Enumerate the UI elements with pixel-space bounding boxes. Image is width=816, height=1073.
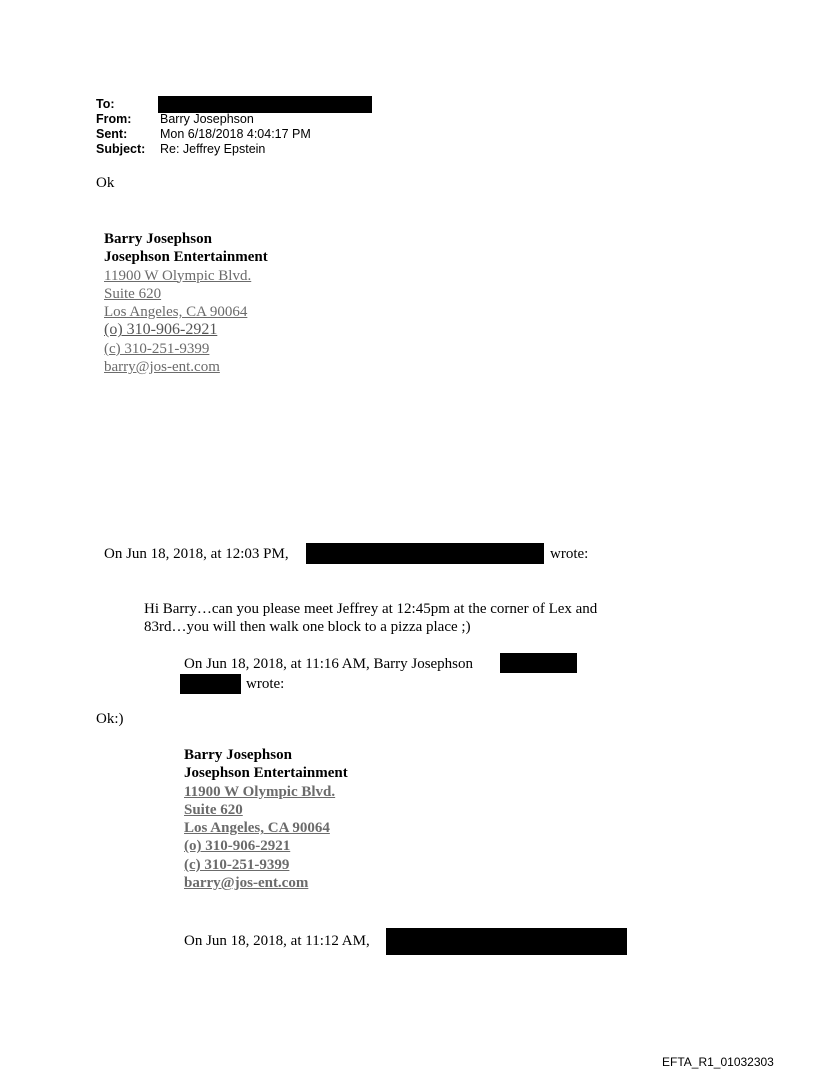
quote1-message-line1: Hi Barry…can you please meet Jeffrey at 12:45pm at the corner of Lex and — [144, 601, 598, 617]
signature-address-link[interactable]: 11900 W Olympic Blvd. — [104, 267, 252, 284]
sent-value: Mon 6/18/2018 4:04:17 PM — [160, 127, 311, 141]
signature-address-link[interactable]: 11900 W Olympic Blvd. — [184, 783, 336, 800]
signature-company: Josephson Entertainment — [104, 249, 268, 266]
redaction-quote2-email-part2 — [180, 674, 241, 694]
document-id: EFTA_R1_01032303 — [662, 1055, 774, 1069]
quote2-intro-after: wrote: — [246, 676, 285, 692]
signature-cell-phone-link[interactable]: (c) 310-251-9399 — [184, 856, 290, 873]
redaction-quote3-sender — [386, 928, 627, 955]
redaction-quote1-sender — [306, 543, 544, 564]
signature-suite-link[interactable]: Suite 620 — [104, 285, 162, 302]
signature-cell-phone-link[interactable]: (c) 310-251-9399 — [104, 340, 210, 357]
signature-city-link[interactable]: Los Angeles, CA 90064 — [184, 820, 330, 837]
quote1-intro-before: On Jun 18, 2018, at 12:03 PM, — [104, 546, 289, 562]
redaction-to-recipient — [158, 96, 372, 113]
signature-office-phone-link[interactable]: (o) 310-906-2921 — [104, 321, 218, 339]
from-label: From: — [96, 112, 132, 126]
subject-label: Subject: — [96, 142, 146, 156]
signature-name: Barry Josephson — [184, 747, 292, 763]
subject-value: Re: Jeffrey Epstein — [160, 142, 266, 156]
quote3-intro-before: On Jun 18, 2018, at 11:12 AM, — [184, 933, 370, 949]
signature-suite-link[interactable]: Suite 620 — [184, 801, 243, 818]
quote1-message-line2: 83rd…you will then walk one block to a pizza place ;) — [144, 619, 471, 635]
signature-block-1 — [104, 230, 268, 376]
from-value: Barry Josephson — [160, 112, 254, 126]
quote2-message: Ok:) — [96, 711, 124, 727]
sent-label: Sent: — [96, 127, 128, 141]
to-label: To: — [96, 97, 115, 111]
signature-city-link[interactable]: Los Angeles, CA 90064 — [104, 304, 248, 321]
signature-company: Josephson Entertainment — [184, 765, 348, 782]
signature-office-phone-link[interactable]: (o) 310-906-2921 — [184, 838, 291, 855]
signature-email-link[interactable]: barry@jos-ent.com — [184, 875, 309, 892]
signature-block-2 — [184, 746, 348, 892]
reply-text: Ok — [96, 175, 115, 191]
quote1-intro-after: wrote: — [550, 546, 589, 562]
signature-email-link[interactable]: barry@jos-ent.com — [104, 359, 220, 376]
email-header — [96, 97, 396, 161]
signature-name: Barry Josephson — [104, 231, 212, 247]
quote2-intro-before: On Jun 18, 2018, at 11:16 AM, Barry Josephson — [184, 656, 474, 672]
redaction-quote2-email-part1 — [500, 653, 577, 673]
